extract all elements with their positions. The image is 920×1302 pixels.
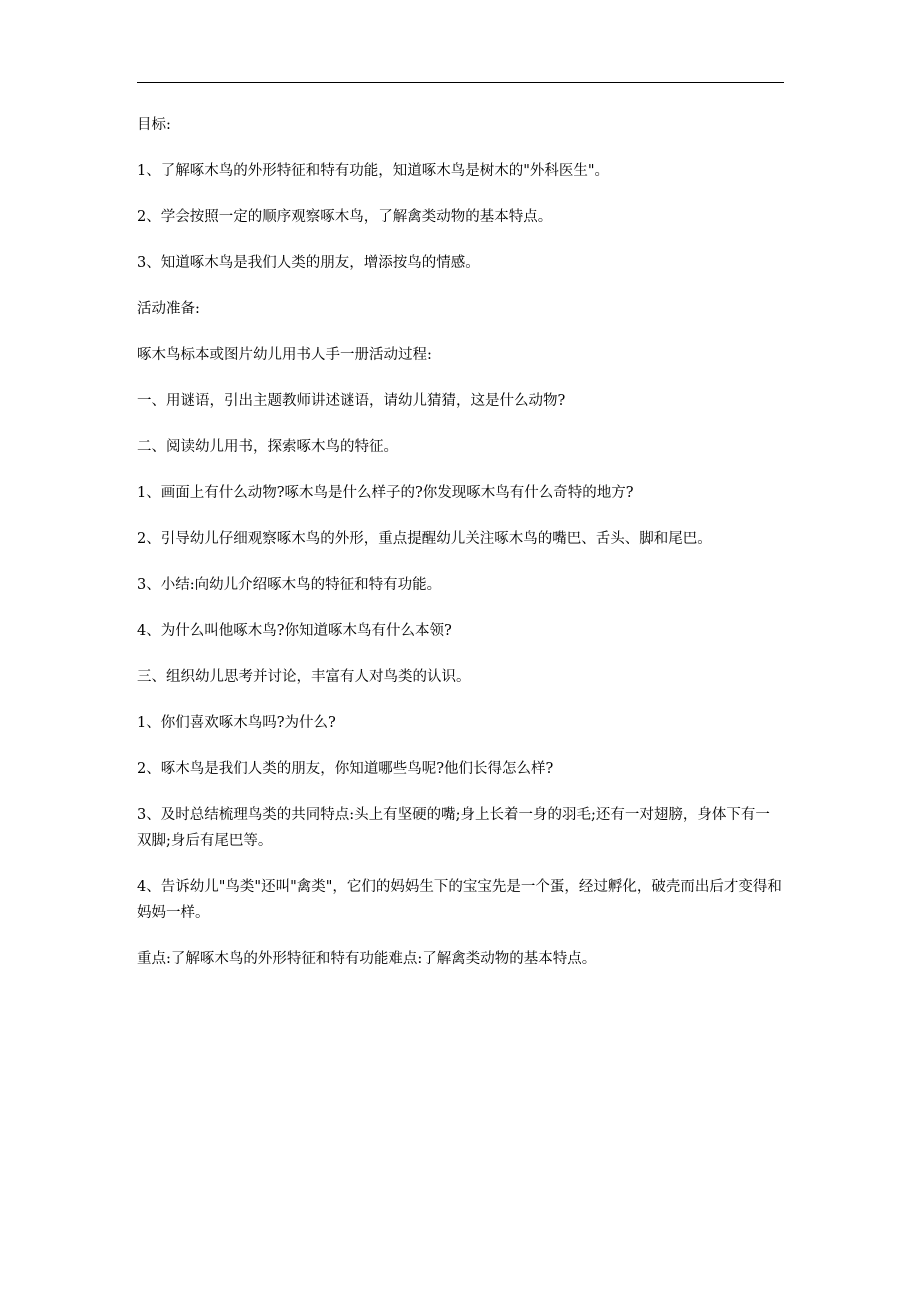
key-points-text: 重点:了解啄木鸟的外形特征和特有功能难点:了解禽类动物的基本特点。	[137, 951, 597, 967]
process-step-2-item-2: 2、引导幼儿仔细观察啄木鸟的外形，重点提醒幼儿关注啄木鸟的嘴巴、舌头、脚和尾巴。	[137, 531, 712, 547]
process-step-3-item-2: 2、啄木鸟是我们人类的朋友，你知道哪些鸟呢?他们长得怎么样?	[137, 761, 554, 777]
section-heading-goals: 目标:	[137, 117, 171, 133]
section-heading-preparation: 活动准备:	[137, 301, 200, 317]
goal-item-3: 3、知道啄木鸟是我们人类的朋友，增添按鸟的情感。	[137, 255, 480, 271]
goal-item-2: 2、学会按照一定的顺序观察啄木鸟，了解禽类动物的基本特点。	[137, 209, 553, 225]
document-body	[137, 112, 784, 992]
process-step-1: 一、用谜语，引出主题教师讲述谜语，请幼儿猜猜，这是什么动物?	[137, 393, 566, 409]
goal-item-1: 1、了解啄木鸟的外形特征和特有功能，知道啄木鸟是树木的"外科医生"。	[137, 163, 610, 179]
process-step-3-item-1: 1、你们喜欢啄木鸟吗?为什么?	[137, 715, 336, 731]
process-step-2-item-3: 3、小结:向幼儿介绍啄木鸟的特征和特有功能。	[137, 577, 442, 593]
process-step-2-item-4: 4、为什么叫他啄木鸟?你知道啄木鸟有什么本领?	[137, 623, 452, 639]
process-step-2-item-1: 1、画面上有什么动物?啄木鸟是什么样子的?你发现啄木鸟有什么奇特的地方?	[137, 485, 634, 501]
process-step-3-item-3: 3、及时总结梳理鸟类的共同特点:头上有坚硬的嘴;身上长着一身的羽毛;还有一对翅膀，身体下有一双脚;身后有尾巴等。	[137, 807, 770, 849]
header-rule	[137, 82, 784, 83]
preparation-text: 啄木鸟标本或图片幼儿用书人手一册活动过程:	[137, 347, 432, 363]
process-step-2: 二、阅读幼儿用书，探索啄木鸟的特征。	[137, 439, 398, 455]
process-step-3: 三、组织幼儿思考并讨论，丰富有人对鸟类的认识。	[137, 669, 471, 685]
process-step-3-item-4: 4、告诉幼儿"鸟类"还叫"禽类"，它们的妈妈生下的宝宝先是一个蛋，经过孵化，破壳而出后才变得和妈妈一样。	[137, 879, 782, 921]
